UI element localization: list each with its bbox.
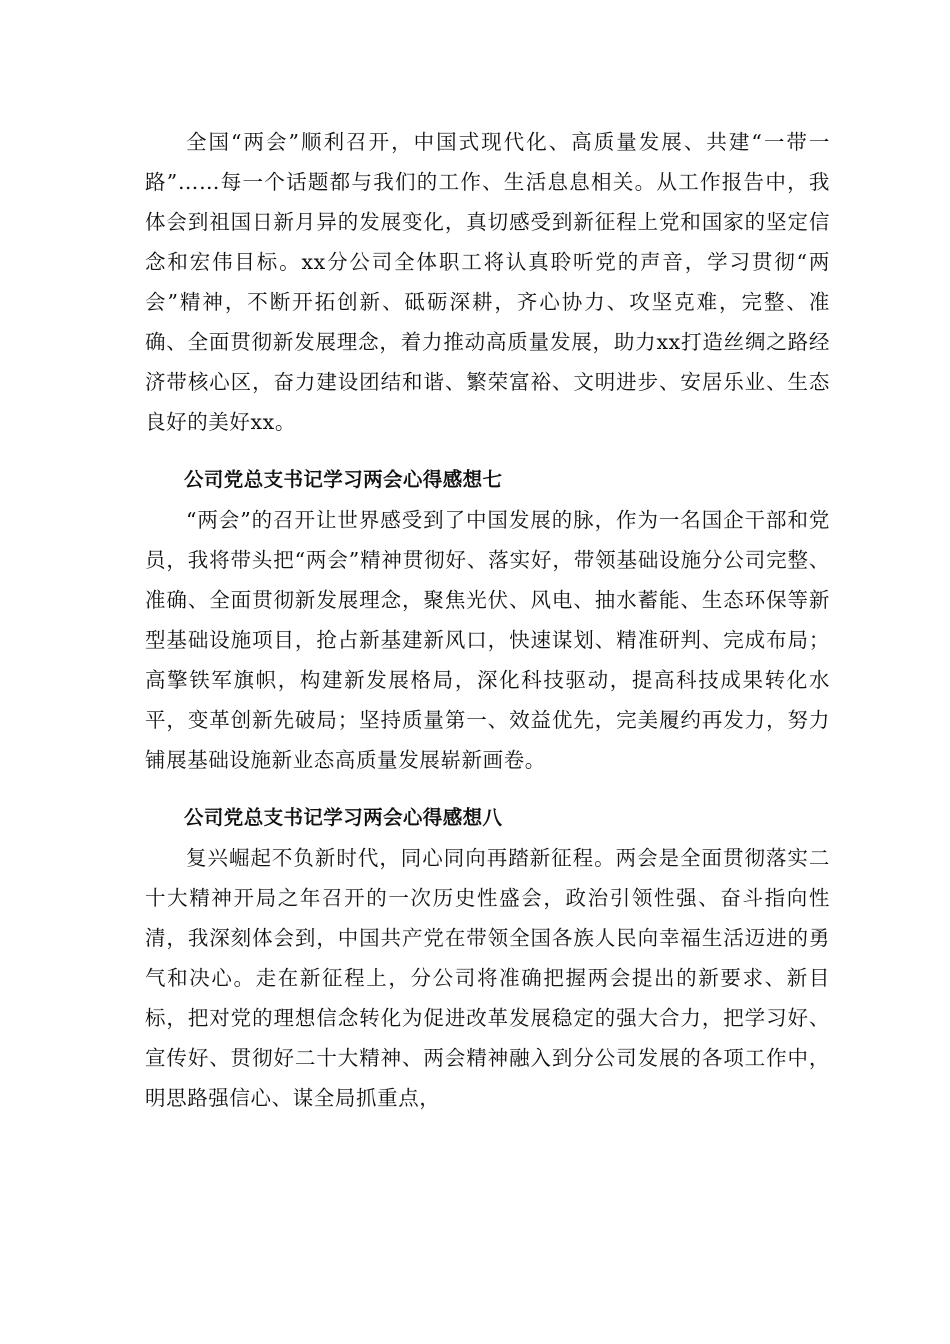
paragraph-seven: “两会”的召开让世界感受到了中国发展的脉，作为一名国企干部和党员，我将带头把“两会”精神贯彻好、落实好，带领基础设施分公司完整、准确、全面贯彻新发展理念，聚焦光伏、风电、抽水蓄能、生态环保等新型基础设施项目，抢占新基建新风口，快速谋划、精准研判、完成布局；高擎铁军旗帜，构建新发展格局，深化科技驱动，提高科技成果转化水平，变革创新先破局；坚持质量第一、效益优先，完美履约再发力，努力铺展基础设施新业态高质量发展崭新画卷。 bbox=[145, 508, 830, 772]
paragraph-intro: 全国“两会”顺利召开，中国式现代化、高质量发展、共建“一带一路”……每一个话题都与我们的工作、生活息息相关。从工作报告中，我体会到祖国日新月异的发展变化，真切感受到新征程上党和国家的坚定信念和宏伟目标。xx分公司全体职工将认真聆听党的声音，学习贯彻“两会”精神，不断开拓创新、砥砺深耕，齐心协力、攻坚克难，完整、准确、全面贯彻新发展理念，着力推动高质量发展，助力xx打造丝绸之路经济带核心区，奋力建设团结和谐、繁荣富裕、文明进步、安居乐业、生态良好的美好xx。 bbox=[145, 130, 830, 434]
section-heading-seven: 公司党总支书记学习两会心得感想七 bbox=[184, 468, 503, 491]
document-body bbox=[145, 122, 830, 1118]
paragraph-eight: 复兴崛起不负新时代，同心同向再踏新征程。两会是全面贯彻落实二十大精神开局之年召开的一次历史性盛会，政治引领性强、奋斗指向性清，我深刻体会到，中国共产党在带领全国各族人民向幸福生活迈进的勇气和决心。走在新征程上，分公司将准确把握两会提出的新要求、新目标，把对党的理想信念转化为促进改革发展稳定的强大合力，把学习好、宣传好、贯彻好二十大精神、两会精神融入到分公司发展的各项工作中，明思路强信心、谋全局抓重点， bbox=[145, 846, 830, 1110]
section-heading-eight: 公司党总支书记学习两会心得感想八 bbox=[184, 806, 503, 829]
